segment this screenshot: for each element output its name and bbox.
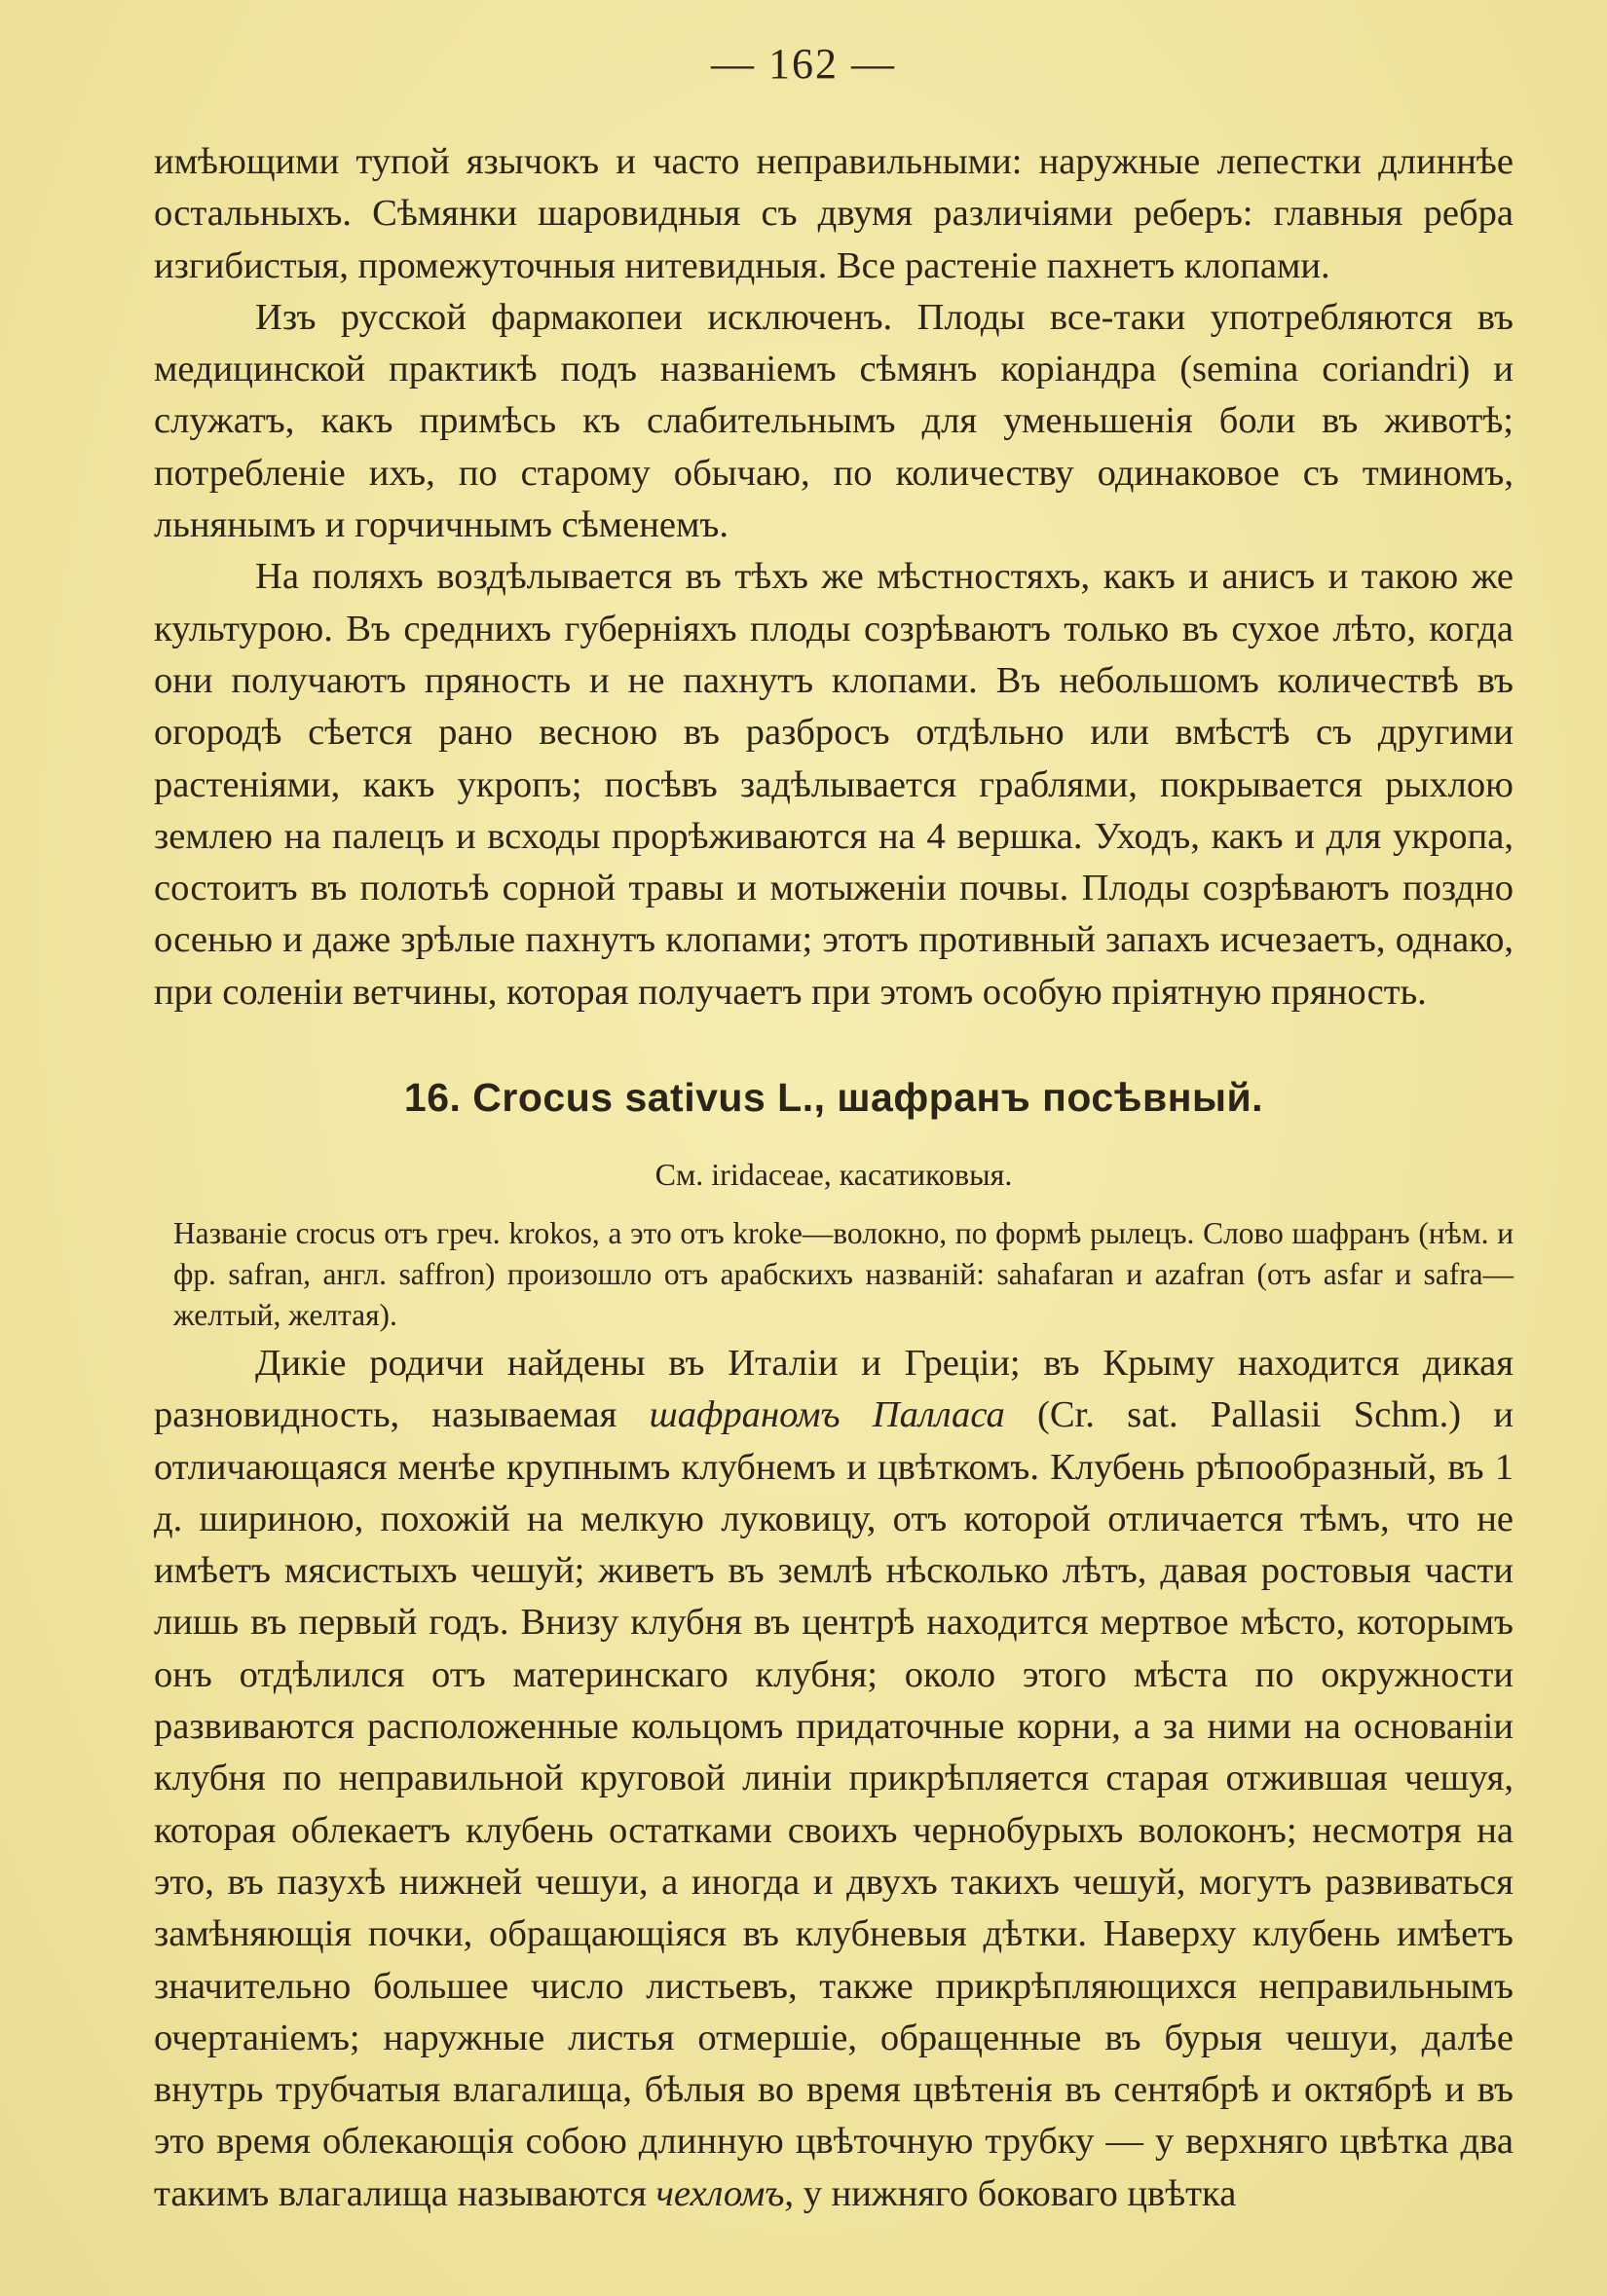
- etymology-block: [154, 1213, 1514, 1336]
- para4-italic-pallas: шафраномъ Палласа: [649, 1394, 1005, 1436]
- para4-part-a: Дикіе родичи найдены въ Италіи и Греціи; въ Крыму находится дикая разновидность, называемая: [154, 1343, 1514, 1436]
- paragraph-cultivation: На поляхъ воздѣлывается въ тѣхъ же мѣстностяхъ, какъ и анисъ и такою же культурою. Въ среднихъ губерніяхъ плоды созрѣваютъ только въ сухое лѣто, когда они получаютъ пряность и не пахнутъ клопами. Въ небольшомъ количествѣ въ огородѣ сѣется рано весною въ разбросъ отдѣльно или вмѣстѣ съ другими растеніями, какъ укропъ; посѣвъ задѣлывается граблями, покрывается рыхлою землею на палецъ и всходы прорѣживаются на 4 вершка. Уходъ, какъ и для укропа, состоитъ въ полотьѣ сорной травы и мотыженіи почвы. Плоды созрѣваютъ поздно осенью и даже зрѣлые пахнутъ клопами; этотъ противный запахъ исчезаетъ, однако, при соленіи ветчины, которая получаетъ при этомъ особую пріятную пряность.: [154, 556, 1514, 1013]
- paragraph-pharmacopoeia: Изъ русской фармакопеи исключенъ. Плоды все-таки употребляются въ медицинской практикѣ подъ названіемъ сѣмянъ коріандра (semina coriandri) и служатъ, какъ примѣсь къ слабительнымъ для уменьшенія боли въ животѣ; потребленіе ихъ, по старому обычаю, по количеству одинаковое съ тминомъ, льнянымъ и горчичнымъ сѣменемъ.: [154, 296, 1514, 546]
- etymology-note: Названіе crocus отъ греч. krokos, а это отъ kroke—волокно, по формѣ рылецъ. Слово шафранъ (нѣм. и фр. safran, англ. saffron) произошло отъ арабскихъ названій: sahafaran и azafran (отъ asfar и safra—желтый, желтая).: [173, 1216, 1514, 1332]
- paragraph-description: имѣющими тупой язычокъ и часто неправильными: наружные лепестки длиннѣе остальныхъ. Сѣмянки шаровидныя съ двумя различіями реберъ: главныя ребра изгибистыя, промежуточныя нитевидныя. Все растеніе пахнетъ клопами.: [154, 141, 1514, 286]
- lower-text-block: [154, 1338, 1514, 2220]
- page-number: — 162 —: [711, 40, 896, 88]
- section-block: [154, 1075, 1514, 1121]
- upper-text-block: [154, 136, 1514, 1018]
- para4-italic-cover: чехломъ: [655, 2172, 785, 2214]
- section-title: 16. Crocus sativus L., шафранъ посѣвный.: [403, 1075, 1264, 1120]
- para4-part-c: , у нижняго боковаго цвѣтка: [784, 2172, 1237, 2214]
- paragraph-crocus-morphology: [154, 1338, 1514, 2220]
- family-block: [154, 1157, 1514, 1193]
- family-line: См. iridaceae, касатиковыя.: [654, 1157, 1013, 1192]
- para4-part-b: (Cr. sat. Pallasii Schm.) и отличающаяся менѣе крупнымъ клубнемъ и цвѣткомъ. Клубень рѣпообразный, въ 1 д. шириною, похожій на мелкую луковицу, отъ которой отличается тѣмъ, что не имѣетъ мясистыхъ чешуй; живетъ въ землѣ нѣсколько лѣтъ, давая ростовыя части лишь въ первый годъ. Внизу клубня въ центрѣ находится мертвое мѣсто, которымъ онъ отдѣлился отъ материнскаго клубня; около этого мѣста по окружности развиваются расположенные кольцомъ придаточные корни, а за ними на основаніи клубня по неправильной круговой линіи прикрѣпляется старая отжившая чешуя, которая облекаетъ клубень остатками своихъ чернобурыхъ волоконъ; несмотря на это, въ пазухѣ нижней чешуи, а иногда и двухъ такихъ чешуй, могутъ развиваться замѣняющія почки, обращающіяся въ клубневыя дѣтки. Наверху клубень имѣетъ значительно большее число листьевъ, также прикрѣпляющихся неправильнымъ очертаніемъ; наружные листья отмершіе, обращенные въ бурыя чешуи, далѣе внутрь трубчатыя влагалища, бѣлыя во время цвѣтенія въ сентябрѣ и октябрѣ и въ это время облекающія собою длинную цвѣточную трубку — у верхняго цвѣтка два такимъ влагалища называются: [154, 1394, 1514, 2214]
